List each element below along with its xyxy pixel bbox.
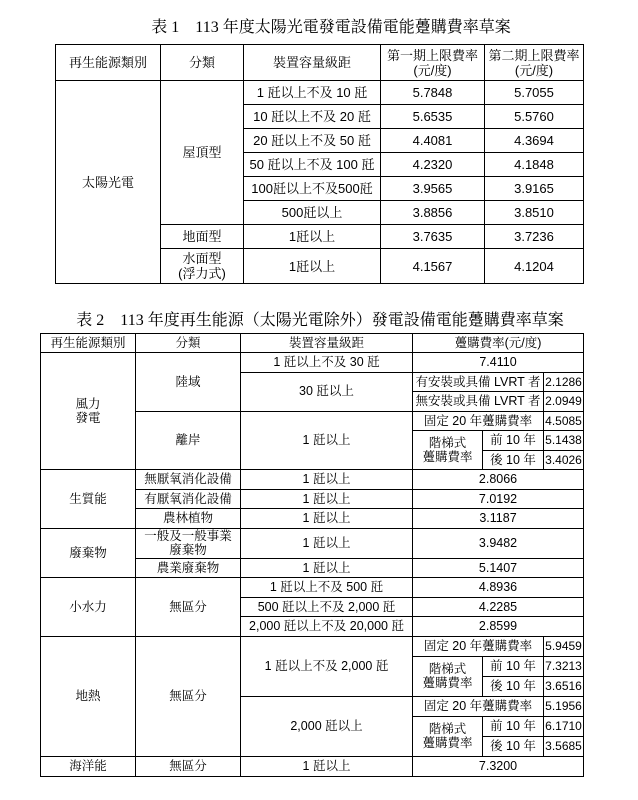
header-type: 分類: [161, 45, 244, 81]
type-rooftop: 屋頂型: [161, 81, 244, 225]
type-ground: 地面型: [161, 225, 244, 249]
rate-cell: 3.9482: [413, 528, 584, 558]
category-wind: [41, 353, 136, 470]
table-row: [56, 81, 584, 105]
capacity-cell: 1 瓩以上不及 30 瓩: [241, 353, 413, 373]
rate-cell: 4.2320: [381, 153, 485, 177]
tiered-label-line1: 階梯式: [428, 721, 467, 736]
header-period2-label: 第二期上限費率: [488, 47, 580, 63]
type-onshore: 陸域: [136, 353, 241, 412]
category-biomass: 生質能: [41, 470, 136, 529]
capacity-cell: 1 瓩以上不及 2,000 瓩: [241, 636, 413, 696]
header-period1-label: 第一期上限費率: [386, 47, 478, 63]
rate-cell: 5.1956: [544, 696, 584, 716]
capacity-cell: 1 瓩以上: [241, 509, 413, 529]
rate-label-cell: 無安裝或具備 LVRT 者: [413, 392, 544, 412]
type-cell: 有厭氧消化設備: [136, 489, 241, 509]
capacity-cell: 1瓩以上: [244, 249, 381, 284]
type-cell: 農林植物: [136, 509, 241, 529]
tiered-rate-label: [413, 656, 483, 696]
period-label-cell: 後 10 年: [483, 676, 544, 696]
rate-cell: 5.5760: [485, 105, 584, 129]
table-row: [41, 353, 584, 373]
type-cell: 無區分: [136, 578, 241, 637]
table1-title: 表 1 113 年度太陽光電發電設備電能躉購費率草案: [151, 19, 511, 36]
rate-cell: 3.6516: [544, 676, 584, 696]
type-floating: [161, 249, 244, 284]
rate-cell: 4.1204: [485, 249, 584, 284]
renewable-tariff-table: [40, 333, 584, 777]
category-waste: 廢棄物: [41, 528, 136, 578]
table-header-row: [41, 334, 584, 353]
rate-cell: 5.9459: [544, 636, 584, 656]
type-cell: 一般及一般事業廢棄物: [136, 528, 241, 558]
type-floating-line2: (浮力式): [178, 266, 226, 281]
period-label-cell: 後 10 年: [483, 736, 544, 756]
period-label-cell: 前 10 年: [483, 656, 544, 676]
rate-cell: 2.8066: [413, 470, 584, 490]
header-category: 再生能源類別: [41, 334, 136, 353]
rate-cell: 7.0192: [413, 489, 584, 509]
header-capacity: 裝置容量級距: [244, 45, 381, 81]
capacity-cell: 1 瓩以上: [241, 411, 413, 470]
rate-cell: 7.3200: [413, 756, 584, 776]
capacity-cell: 10 瓩以上不及 20 瓩: [244, 105, 381, 129]
header-rate: 躉購費率(元/度): [413, 334, 584, 353]
rate-cell: 4.1848: [485, 153, 584, 177]
capacity-cell: 30 瓩以上: [241, 372, 413, 411]
type-cell: 無厭氧消化設備: [136, 470, 241, 490]
rate-cell: 6.1710: [544, 716, 584, 736]
capacity-cell: 1 瓩以上: [241, 558, 413, 578]
rate-cell: 4.8936: [413, 578, 584, 598]
rate-label-cell: 固定 20 年躉購費率: [413, 696, 544, 716]
type-cell: 無區分: [136, 756, 241, 776]
tiered-label-line1: 階梯式: [428, 435, 467, 450]
table2-title: 表 2 113 年度再生能源（太陽光電除外）發電設備電能躉購費率草案: [76, 312, 564, 329]
header-period1-unit: (元/度): [413, 62, 452, 78]
tiered-rate-label: [413, 716, 483, 756]
rate-cell: 7.4110: [413, 353, 584, 373]
header-period2-unit: (元/度): [514, 62, 554, 78]
type-offshore: 離岸: [136, 411, 241, 470]
type-floating-line1: 水面型: [182, 251, 222, 266]
header-capacity: 裝置容量級距: [241, 334, 413, 353]
period-label-cell: 前 10 年: [483, 716, 544, 736]
rate-cell: 3.1187: [413, 509, 584, 529]
header-type: 分類: [136, 334, 241, 353]
rate-label-cell: 有安裝或具備 LVRT 者: [413, 372, 544, 392]
rate-cell: 3.9165: [485, 177, 584, 201]
capacity-cell: 500瓩以上: [244, 201, 381, 225]
capacity-cell: 1 瓩以上: [241, 470, 413, 490]
category-small-hydro: 小水力: [41, 578, 136, 637]
capacity-cell: 1 瓩以上: [241, 528, 413, 558]
capacity-cell: 2,000 瓩以上: [241, 696, 413, 756]
category-geothermal: 地熱: [41, 636, 136, 756]
category-wind-line1: 風力: [75, 396, 101, 411]
capacity-cell: 1 瓩以上: [241, 756, 413, 776]
table-row: [41, 756, 584, 776]
period-label-cell: 前 10 年: [483, 431, 544, 451]
category-ocean: 海洋能: [41, 756, 136, 776]
category-wind-line2: 發電: [75, 411, 101, 425]
rate-cell: 4.5085: [544, 411, 584, 431]
rate-cell: 4.1567: [381, 249, 485, 284]
rate-label-cell: 固定 20 年躉購費率: [413, 411, 544, 431]
capacity-cell: 1 瓩以上: [241, 489, 413, 509]
rate-cell: 2.8599: [413, 617, 584, 637]
rate-cell: 4.2285: [413, 597, 584, 617]
period-label-cell: 後 10 年: [483, 450, 544, 470]
type-cell: 無區分: [136, 636, 241, 756]
rate-cell: 2.0949: [544, 392, 584, 412]
rate-cell: 5.7848: [381, 81, 485, 105]
header-period2-rate: [485, 45, 584, 81]
table-row: [41, 578, 584, 598]
table-row: [41, 636, 584, 656]
capacity-cell: 2,000 瓩以上不及 20,000 瓩: [241, 617, 413, 637]
capacity-cell: 500 瓩以上不及 2,000 瓩: [241, 597, 413, 617]
rate-label-cell: 固定 20 年躉購費率: [413, 636, 544, 656]
tiered-label-line2: 躉購費率: [422, 676, 473, 690]
tiered-rate-label: [413, 431, 483, 470]
rate-cell: 3.4026: [544, 450, 584, 470]
rate-cell: 5.1438: [544, 431, 584, 451]
header-category: 再生能源類別: [56, 45, 161, 81]
rate-cell: 4.3694: [485, 129, 584, 153]
capacity-cell: 20 瓩以上不及 50 瓩: [244, 129, 381, 153]
rate-cell: 3.9565: [381, 177, 485, 201]
capacity-cell: 1 瓩以上不及 10 瓩: [244, 81, 381, 105]
table-row: [41, 528, 584, 558]
rate-cell: 3.8510: [485, 201, 584, 225]
rate-cell: 7.3213: [544, 656, 584, 676]
header-period1-rate: [381, 45, 485, 81]
capacity-cell: 1 瓩以上不及 500 瓩: [241, 578, 413, 598]
rate-cell: 2.1286: [544, 372, 584, 392]
rate-cell: 3.5685: [544, 736, 584, 756]
rate-cell: 3.8856: [381, 201, 485, 225]
table-header-row: [56, 45, 584, 81]
rate-cell: 4.4081: [381, 129, 485, 153]
category-solar: 太陽光電: [56, 81, 161, 284]
rate-cell: 5.6535: [381, 105, 485, 129]
rate-cell: 5.1407: [413, 558, 584, 578]
capacity-cell: 50 瓩以上不及 100 瓩: [244, 153, 381, 177]
capacity-cell: 1瓩以上: [244, 225, 381, 249]
solar-tariff-table: [55, 44, 584, 284]
table-row: [41, 470, 584, 490]
type-cell: 農業廢棄物: [136, 558, 241, 578]
capacity-cell: 100瓩以上不及500瓩: [244, 177, 381, 201]
rate-cell: 5.7055: [485, 81, 584, 105]
tiered-label-line1: 階梯式: [428, 661, 467, 676]
rate-cell: 3.7635: [381, 225, 485, 249]
tiered-label-line2: 躉購費率: [422, 736, 473, 750]
rate-cell: 3.7236: [485, 225, 584, 249]
tiered-label-line2: 躉購費率: [422, 450, 473, 464]
